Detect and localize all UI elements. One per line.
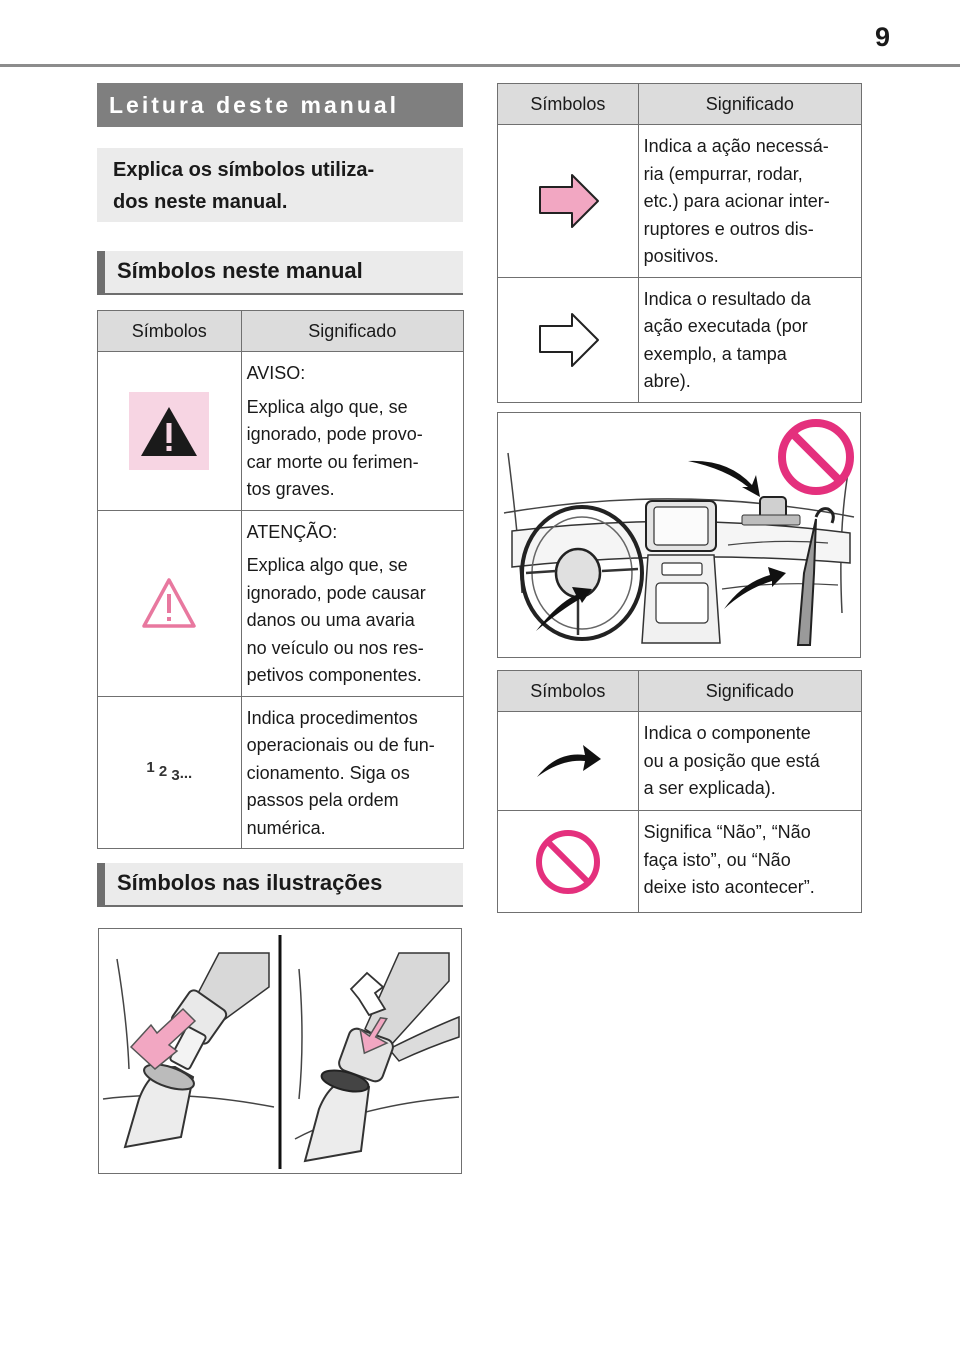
dashboard-drawing <box>498 413 860 657</box>
warning-triangle-icon <box>129 392 209 470</box>
table-row-component <box>498 712 862 811</box>
result-text <box>644 286 857 396</box>
symbol-cell <box>498 277 639 402</box>
intro-line-1: Explica os símbolos utiliza- <box>113 159 375 181</box>
table-row-steps <box>98 696 464 849</box>
text-line: ruptores e outros dis- <box>643 218 814 239</box>
meaning-cell <box>638 125 861 278</box>
text-line: ação executada (por <box>643 316 808 336</box>
text-line: etc.) para acionar inter- <box>643 191 830 211</box>
result-arrow-icon <box>536 312 600 368</box>
notice-title: ATENÇÃO: <box>246 521 338 542</box>
text-line: Explica algo que, se <box>246 396 408 417</box>
text-line: numérica. <box>246 817 326 838</box>
symbol-cell <box>98 510 242 696</box>
table-header-row <box>498 671 862 712</box>
action-arrow-icon <box>536 173 600 229</box>
prohibit-text <box>644 819 857 902</box>
text-line: petivos componentes. <box>246 665 422 685</box>
table-header-row <box>498 84 862 125</box>
subhead-manual-symbols: Símbolos neste manual <box>97 251 463 295</box>
warning-text <box>247 394 459 504</box>
text-line: passos pela ordem <box>246 790 399 810</box>
text-line: danos ou uma avaria <box>246 610 415 630</box>
seatbelt-drawing <box>99 929 461 1173</box>
header-meaning: Significado <box>638 671 861 712</box>
header-meaning: Significado <box>241 311 463 352</box>
text-line: exemplo, a tampa <box>643 343 787 364</box>
text-line: cionamento. Siga os <box>246 762 410 783</box>
text-line: Significa “Não”, “Não <box>643 822 811 842</box>
meaning-cell <box>638 277 861 402</box>
symbol-cell <box>498 125 639 278</box>
symbol-cell <box>498 712 639 811</box>
text-line: a ser explicada). <box>643 778 776 798</box>
meaning-cell <box>241 696 463 849</box>
text-line: ignorado, pode provo- <box>246 424 423 444</box>
text-line: Indica procedimentos <box>246 707 418 728</box>
text-line: operacionais ou de fun- <box>246 735 435 755</box>
table-row-prohibit <box>498 811 862 913</box>
text-line: faça isto”, ou “Não <box>643 849 791 870</box>
action-text <box>644 133 857 271</box>
text-line: Indica a ação necessá- <box>643 136 829 156</box>
intro-box <box>97 148 463 222</box>
header-symbols: Símbolos <box>98 311 242 352</box>
caution-triangle-icon <box>139 575 199 631</box>
text-line: Indica o resultado da <box>643 288 811 309</box>
steps-icon <box>146 758 193 784</box>
table-row-notice <box>98 510 464 696</box>
text-line: positivos. <box>643 246 719 266</box>
step-1: 1 <box>146 758 155 776</box>
step-2: 2 <box>158 762 168 780</box>
illustration-symbols-table-1 <box>497 83 862 403</box>
text-line: tos graves. <box>246 479 335 499</box>
symbol-cell <box>98 352 242 511</box>
text-line: ria (empurrar, rodar, <box>643 163 803 184</box>
meaning-cell <box>638 811 861 913</box>
prohibition-icon <box>533 827 603 897</box>
symbol-cell <box>498 811 639 913</box>
component-text <box>644 720 857 803</box>
text-line: Explica algo que, se <box>246 555 408 575</box>
dashboard-illustration <box>497 412 861 658</box>
step-3: 3 <box>171 766 180 784</box>
steps-text <box>247 705 459 843</box>
text-line: no veículo ou nos res- <box>246 637 424 658</box>
meaning-cell <box>241 510 463 696</box>
section-title: Leitura deste manual <box>97 83 463 127</box>
warning-title: AVISO: <box>246 363 306 383</box>
text-line: ignorado, pode causar <box>246 582 426 603</box>
text-line: car morte ou ferimen- <box>246 451 419 472</box>
subhead-illustration-symbols: Símbolos nas ilustrações <box>97 863 463 907</box>
table-row-result <box>498 277 862 402</box>
meaning-cell <box>241 352 463 511</box>
header-symbols: Símbolos <box>498 84 639 125</box>
text-line: abre). <box>643 371 691 391</box>
header-meaning: Significado <box>638 84 861 125</box>
header-symbols: Símbolos <box>498 671 639 712</box>
pointer-arrow-icon <box>533 741 603 781</box>
table-row-warning <box>98 352 464 511</box>
meaning-cell <box>638 712 861 811</box>
text-line: ou a posição que está <box>643 750 820 771</box>
intro-line-2: dos neste manual. <box>113 191 288 213</box>
notice-text <box>247 552 459 690</box>
table-row-action <box>498 125 862 278</box>
manual-symbols-table <box>97 310 464 849</box>
table-header-row <box>98 311 464 352</box>
text-line: Indica o componente <box>643 723 811 743</box>
step-ellipsis: ... <box>179 764 193 782</box>
top-rule <box>0 64 960 67</box>
illustration-symbols-table-2 <box>497 670 862 913</box>
text-line: deixe isto acontecer”. <box>643 877 815 897</box>
seatbelt-illustration <box>98 928 462 1174</box>
symbol-cell <box>98 696 242 849</box>
page-number: 9 <box>874 22 890 52</box>
